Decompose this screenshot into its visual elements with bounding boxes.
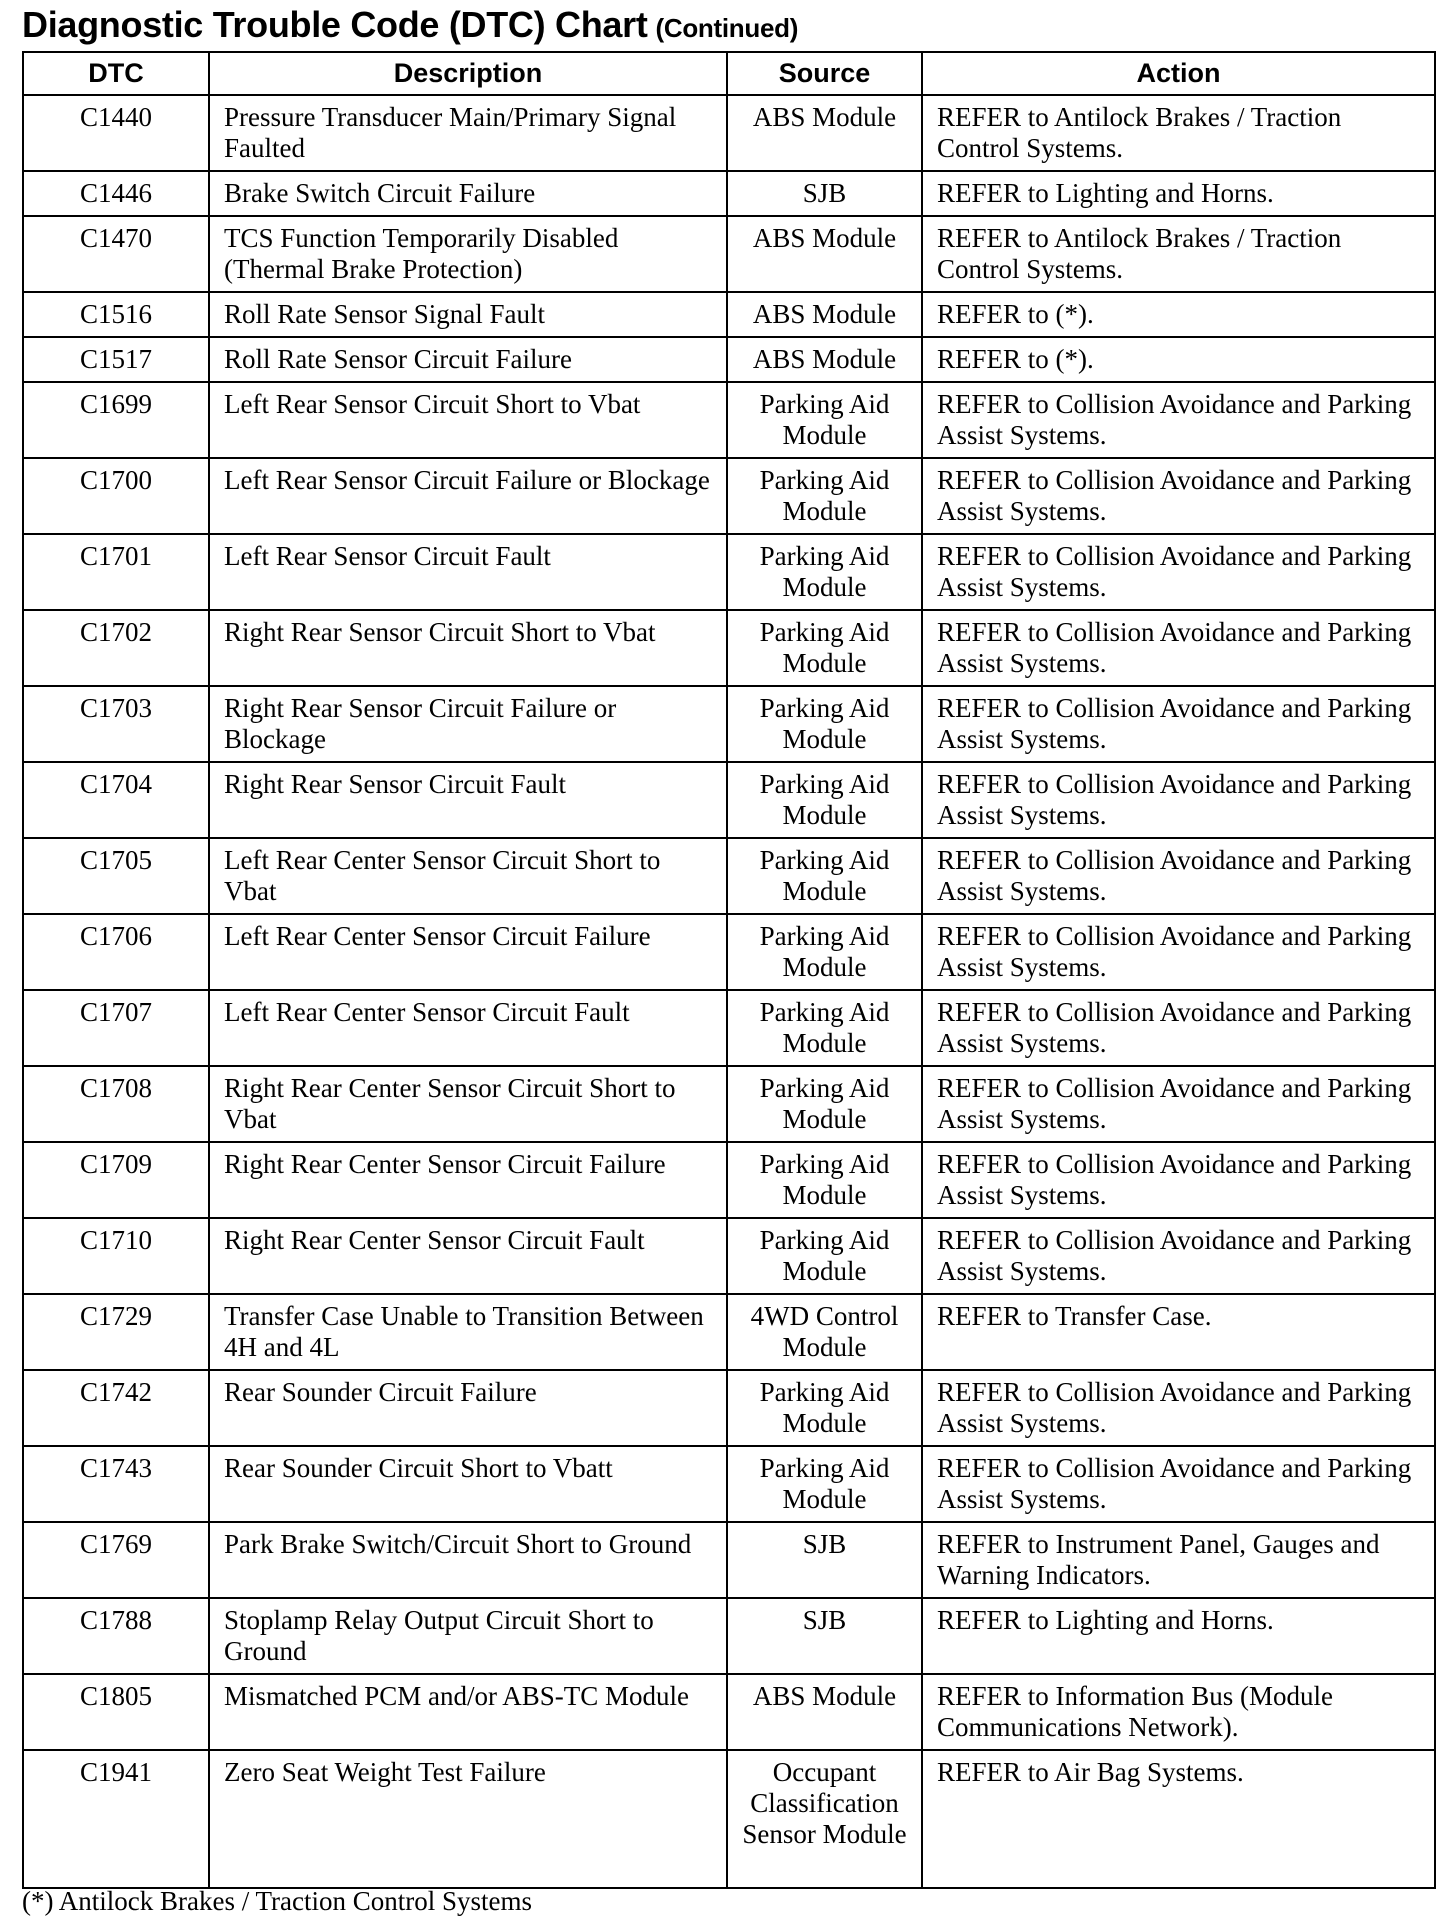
table-row: [23, 914, 1435, 990]
dtc-action: REFER to Antilock Brakes / Traction Control Systems.: [922, 95, 1435, 171]
dtc-action: REFER to (*).: [922, 337, 1435, 382]
dtc-code: C1517: [23, 337, 209, 382]
dtc-code: C1700: [23, 458, 209, 534]
dtc-source: Parking Aid Module: [727, 1370, 922, 1446]
column-header-dtc: DTC: [23, 52, 209, 95]
dtc-description: Zero Seat Weight Test Failure: [209, 1750, 727, 1888]
dtc-description: Pressure Transducer Main/Primary Signal Faulted: [209, 95, 727, 171]
dtc-action: REFER to Collision Avoidance and Parking Assist Systems.: [922, 838, 1435, 914]
dtc-description: Left Rear Sensor Circuit Fault: [209, 534, 727, 610]
dtc-description: Left Rear Center Sensor Circuit Short to Vbat: [209, 838, 727, 914]
dtc-description: Mismatched PCM and/or ABS-TC Module: [209, 1674, 727, 1750]
table-row: [23, 762, 1435, 838]
dtc-action: REFER to Collision Avoidance and Parking Assist Systems.: [922, 382, 1435, 458]
table-row: [23, 610, 1435, 686]
dtc-description: Brake Switch Circuit Failure: [209, 171, 727, 216]
dtc-description: Roll Rate Sensor Signal Fault: [209, 292, 727, 337]
dtc-action: REFER to Antilock Brakes / Traction Control Systems.: [922, 216, 1435, 292]
dtc-action: REFER to Transfer Case.: [922, 1294, 1435, 1370]
dtc-code: C1701: [23, 534, 209, 610]
dtc-code: C1702: [23, 610, 209, 686]
dtc-source: Parking Aid Module: [727, 534, 922, 610]
dtc-source: ABS Module: [727, 337, 922, 382]
dtc-description: Park Brake Switch/Circuit Short to Ground: [209, 1522, 727, 1598]
dtc-code: C1516: [23, 292, 209, 337]
dtc-source: Parking Aid Module: [727, 1446, 922, 1522]
table-row: [23, 1370, 1435, 1446]
dtc-source: Parking Aid Module: [727, 686, 922, 762]
dtc-code: C1705: [23, 838, 209, 914]
dtc-source: Parking Aid Module: [727, 990, 922, 1066]
dtc-description: Rear Sounder Circuit Failure: [209, 1370, 727, 1446]
dtc-code: C1788: [23, 1598, 209, 1674]
table-row: [23, 216, 1435, 292]
dtc-source: ABS Module: [727, 1674, 922, 1750]
table-row: [23, 458, 1435, 534]
dtc-description: Right Rear Center Sensor Circuit Failure: [209, 1142, 727, 1218]
dtc-source: Parking Aid Module: [727, 1142, 922, 1218]
dtc-source: Parking Aid Module: [727, 838, 922, 914]
dtc-source: Parking Aid Module: [727, 762, 922, 838]
dtc-action: REFER to Collision Avoidance and Parking Assist Systems.: [922, 1218, 1435, 1294]
title-suffix: (Continued): [655, 13, 799, 43]
dtc-action: REFER to Collision Avoidance and Parking Assist Systems.: [922, 1446, 1435, 1522]
dtc-action: REFER to Collision Avoidance and Parking Assist Systems.: [922, 990, 1435, 1066]
dtc-code: C1743: [23, 1446, 209, 1522]
dtc-description: Transfer Case Unable to Transition Between 4H and 4L: [209, 1294, 727, 1370]
dtc-action: REFER to Collision Avoidance and Parking Assist Systems.: [922, 762, 1435, 838]
dtc-action: REFER to Collision Avoidance and Parking Assist Systems.: [922, 1142, 1435, 1218]
dtc-action: REFER to Collision Avoidance and Parking Assist Systems.: [922, 1370, 1435, 1446]
dtc-source: Parking Aid Module: [727, 914, 922, 990]
dtc-code: C1805: [23, 1674, 209, 1750]
dtc-action: REFER to (*).: [922, 292, 1435, 337]
dtc-description: Right Rear Center Sensor Circuit Short to Vbat: [209, 1066, 727, 1142]
dtc-action: REFER to Air Bag Systems.: [922, 1750, 1435, 1888]
dtc-code: C1769: [23, 1522, 209, 1598]
dtc-description: Right Rear Sensor Circuit Fault: [209, 762, 727, 838]
dtc-source: ABS Module: [727, 95, 922, 171]
dtc-code: C1446: [23, 171, 209, 216]
dtc-description: Rear Sounder Circuit Short to Vbatt: [209, 1446, 727, 1522]
dtc-table: [22, 51, 1436, 1889]
table-row: [23, 1066, 1435, 1142]
dtc-code: C1704: [23, 762, 209, 838]
table-row: [23, 686, 1435, 762]
dtc-source: SJB: [727, 171, 922, 216]
dtc-action: REFER to Lighting and Horns.: [922, 1598, 1435, 1674]
table-row: [23, 534, 1435, 610]
dtc-description: Left Rear Sensor Circuit Short to Vbat: [209, 382, 727, 458]
table-header-row: [23, 52, 1435, 95]
dtc-source: ABS Module: [727, 216, 922, 292]
dtc-source: Parking Aid Module: [727, 610, 922, 686]
dtc-action: REFER to Collision Avoidance and Parking Assist Systems.: [922, 686, 1435, 762]
dtc-code: C1710: [23, 1218, 209, 1294]
dtc-description: TCS Function Temporarily Disabled (Thermal Brake Protection): [209, 216, 727, 292]
dtc-action: REFER to Instrument Panel, Gauges and Warning Indicators.: [922, 1522, 1435, 1598]
dtc-action: REFER to Collision Avoidance and Parking Assist Systems.: [922, 458, 1435, 534]
table-row: [23, 990, 1435, 1066]
dtc-source: SJB: [727, 1522, 922, 1598]
dtc-code: C1440: [23, 95, 209, 171]
dtc-code: C1708: [23, 1066, 209, 1142]
dtc-source: Occupant Classification Sensor Module: [727, 1750, 922, 1888]
dtc-action: REFER to Lighting and Horns.: [922, 171, 1435, 216]
dtc-description: Right Rear Sensor Circuit Failure or Blockage: [209, 686, 727, 762]
dtc-action: REFER to Collision Avoidance and Parking Assist Systems.: [922, 914, 1435, 990]
table-row: [23, 838, 1435, 914]
dtc-code: C1742: [23, 1370, 209, 1446]
dtc-description: Stoplamp Relay Output Circuit Short to Ground: [209, 1598, 727, 1674]
dtc-source: 4WD Control Module: [727, 1294, 922, 1370]
table-row: [23, 1674, 1435, 1750]
dtc-action: REFER to Collision Avoidance and Parking Assist Systems.: [922, 534, 1435, 610]
title-text: Diagnostic Trouble Code (DTC) Chart: [22, 4, 648, 45]
dtc-action: REFER to Collision Avoidance and Parking Assist Systems.: [922, 610, 1435, 686]
dtc-code: C1703: [23, 686, 209, 762]
table-row: [23, 1598, 1435, 1674]
table-row: [23, 1446, 1435, 1522]
table-row: [23, 1522, 1435, 1598]
dtc-code: C1729: [23, 1294, 209, 1370]
column-header-source: Source: [727, 52, 922, 95]
table-row: [23, 1750, 1435, 1888]
table-row: [23, 1294, 1435, 1370]
dtc-description: Right Rear Sensor Circuit Short to Vbat: [209, 610, 727, 686]
dtc-description: Right Rear Center Sensor Circuit Fault: [209, 1218, 727, 1294]
dtc-source: Parking Aid Module: [727, 1218, 922, 1294]
dtc-code: C1709: [23, 1142, 209, 1218]
dtc-description: Left Rear Center Sensor Circuit Fault: [209, 990, 727, 1066]
table-row: [23, 1142, 1435, 1218]
table-row: [23, 382, 1435, 458]
dtc-source: Parking Aid Module: [727, 382, 922, 458]
table-row: [23, 337, 1435, 382]
dtc-source: SJB: [727, 1598, 922, 1674]
dtc-code: C1706: [23, 914, 209, 990]
dtc-action: REFER to Collision Avoidance and Parking Assist Systems.: [922, 1066, 1435, 1142]
dtc-description: Left Rear Center Sensor Circuit Failure: [209, 914, 727, 990]
table-row: [23, 1218, 1435, 1294]
dtc-code: C1699: [23, 382, 209, 458]
table-row: [23, 171, 1435, 216]
dtc-source: ABS Module: [727, 292, 922, 337]
dtc-description: Roll Rate Sensor Circuit Failure: [209, 337, 727, 382]
dtc-description: Left Rear Sensor Circuit Failure or Blockage: [209, 458, 727, 534]
dtc-code: C1707: [23, 990, 209, 1066]
table-row: [23, 292, 1435, 337]
table-row: [23, 95, 1435, 171]
dtc-source: Parking Aid Module: [727, 458, 922, 534]
column-header-action: Action: [922, 52, 1435, 95]
dtc-action: REFER to Information Bus (Module Communications Network).: [922, 1674, 1435, 1750]
footnote: (*) Antilock Brakes / Traction Control Systems: [22, 1886, 532, 1916]
dtc-code: C1941: [23, 1750, 209, 1888]
page-title: [22, 4, 798, 46]
dtc-code: C1470: [23, 216, 209, 292]
dtc-source: Parking Aid Module: [727, 1066, 922, 1142]
column-header-description: Description: [209, 52, 727, 95]
